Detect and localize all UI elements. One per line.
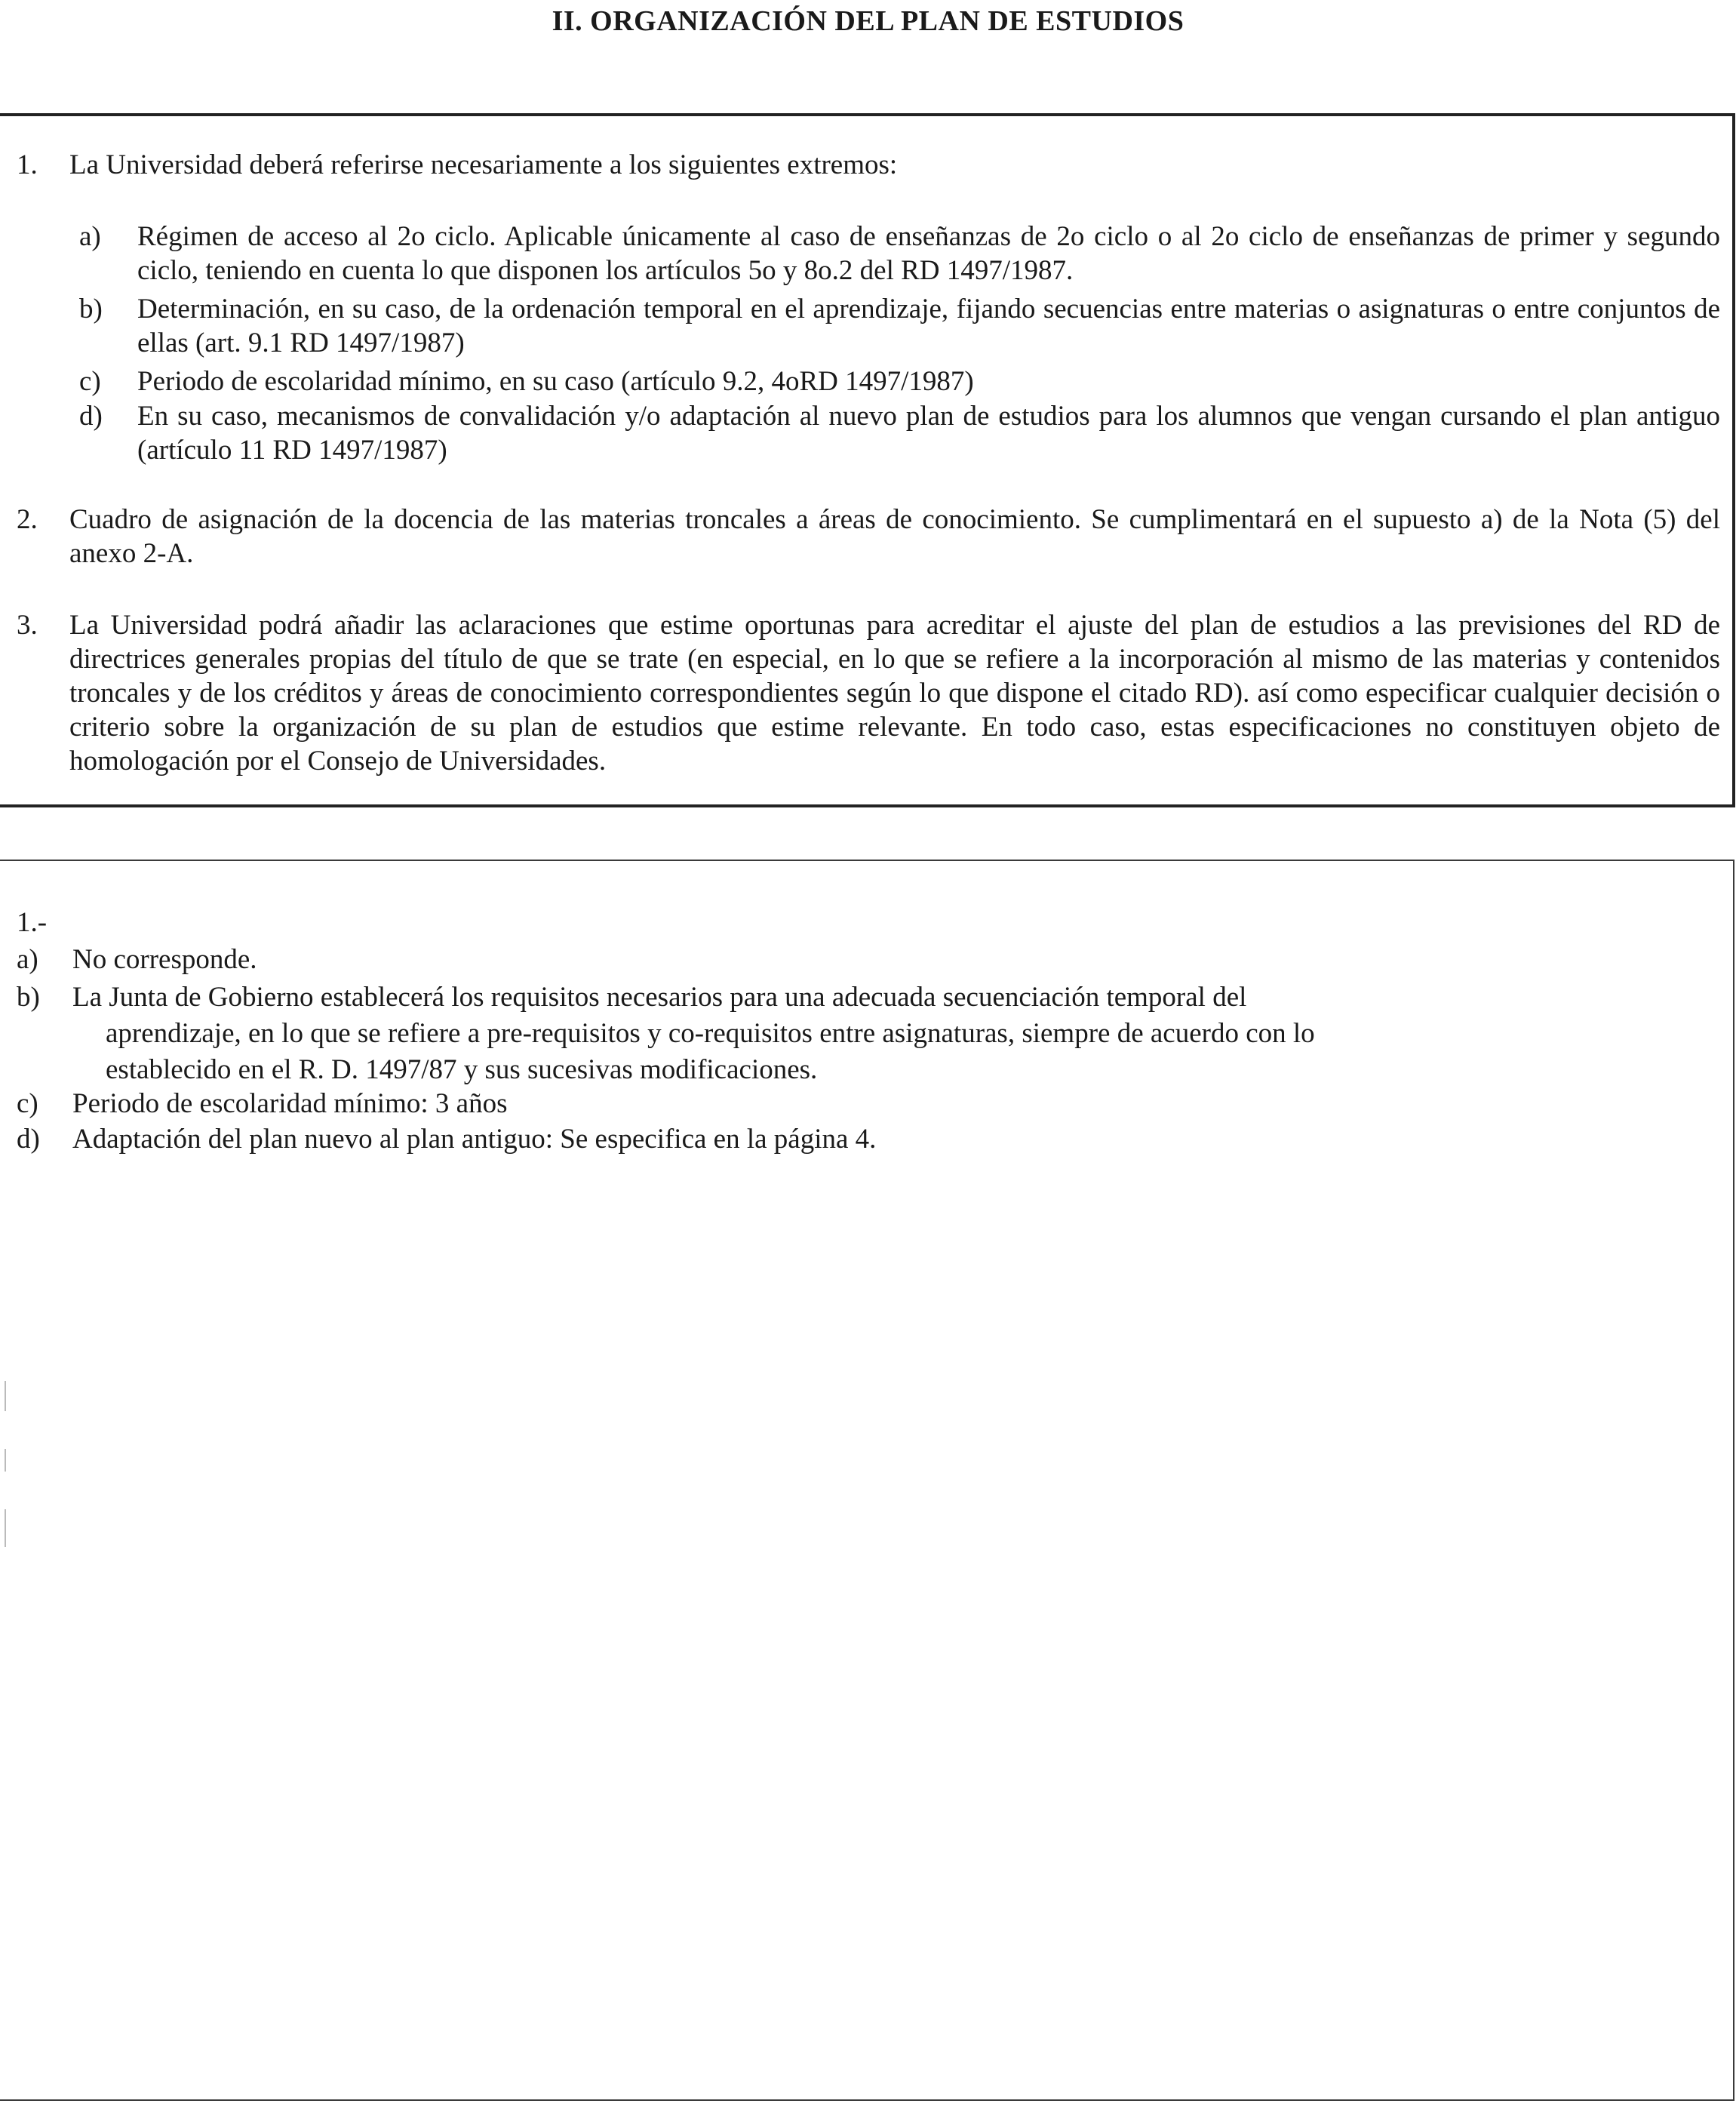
subitem-d-text: En su caso, mecanismos de convalidación y/o adaptación al nuevo plan de estudios para los alumnos que vengan cursando el plan antiguo (artículo 11 RD 1497/1987) [137,401,1720,466]
subitem-b-text: Determinación, en su caso, de la ordenación temporal en el aprendizaje, fijando secuencias entre materias o asignaturas o entre conjuntos de ellas (art. 9.1 RD 1497/1987) [137,294,1720,358]
subitem-c-letter: c) [79,366,101,397]
subitem-d-letter: d) [79,401,103,432]
answer-b-letter: b) [17,982,40,1013]
answers-heading: 1.- [17,907,48,938]
scan-artifact [5,1381,6,1411]
answer-d-text: Adaptación del plan nuevo al plan antiguo: Se especifica en la página 4. [72,1124,877,1155]
item-1-text: La Universidad deberá referirse necesariamente a los siguientes extremos: [69,149,898,180]
item-2-text: Cuadro de asignación de la docencia de las materias troncales a áreas de conocimiento. Se cumplimentará en el supuesto a) de la Nota (5) del anexo 2-A. [69,504,1720,569]
answer-a-text: No corresponde. [72,944,257,975]
answer-c-letter: c) [17,1088,38,1119]
subitem-c-text: Periodo de escolaridad mínimo, en su caso (artículo 9.2, 4oRD 1497/1987) [137,366,974,397]
item-3-text: La Universidad podrá añadir las aclaraciones que estime oportunas para acreditar el ajuste del plan de estudios a las previsiones del RD de directrices generales propias del título de que se trate (en especial, en lo que se refiere a la incorporación al mismo de las materias y contenidos troncales y de los créditos y áreas de conocimiento correspondientes según lo que dispone el citado RD). así como especificar cualquier decisión o criterio sobre la organización de su plan de estudios que estime relevante. En todo caso, estas especificaciones no constituyen objeto de homologación por el Consejo de Universidades. [69,610,1720,777]
page-title: II. ORGANIZACIÓN DEL PLAN DE ESTUDIOS [552,5,1184,37]
subitem-b-letter: b) [79,294,103,324]
item-1-number: 1. [17,149,38,180]
scan-artifact [5,1509,6,1547]
answer-a-letter: a) [17,944,38,975]
subitem-a-letter: a) [79,221,101,252]
answer-c-text: Periodo de escolaridad mínimo: 3 años [72,1088,508,1119]
answer-b-line-2: aprendizaje, en lo que se refiere a pre-requisitos y co-requisitos entre asignaturas, siempre de acuerdo con lo [106,1018,1315,1049]
answer-d-letter: d) [17,1124,40,1155]
item-3-number: 3. [17,610,38,641]
answer-b-line-1: La Junta de Gobierno establecerá los requisitos necesarios para una adecuada secuenciación temporal del [72,982,1247,1013]
answer-b-line-3: establecido en el R. D. 1497/87 y sus sucesivas modificaciones. [106,1054,818,1085]
scan-artifact [5,1449,6,1472]
item-2-number: 2. [17,504,38,535]
subitem-a-text: Régimen de acceso al 2o ciclo. Aplicable únicamente al caso de enseñanzas de 2o ciclo o al 2o ciclo de enseñanzas de primer y segundo ciclo, teniendo en cuenta lo que disponen los artículos 5o y 8o.2 del RD 1497/1987. [137,221,1720,286]
